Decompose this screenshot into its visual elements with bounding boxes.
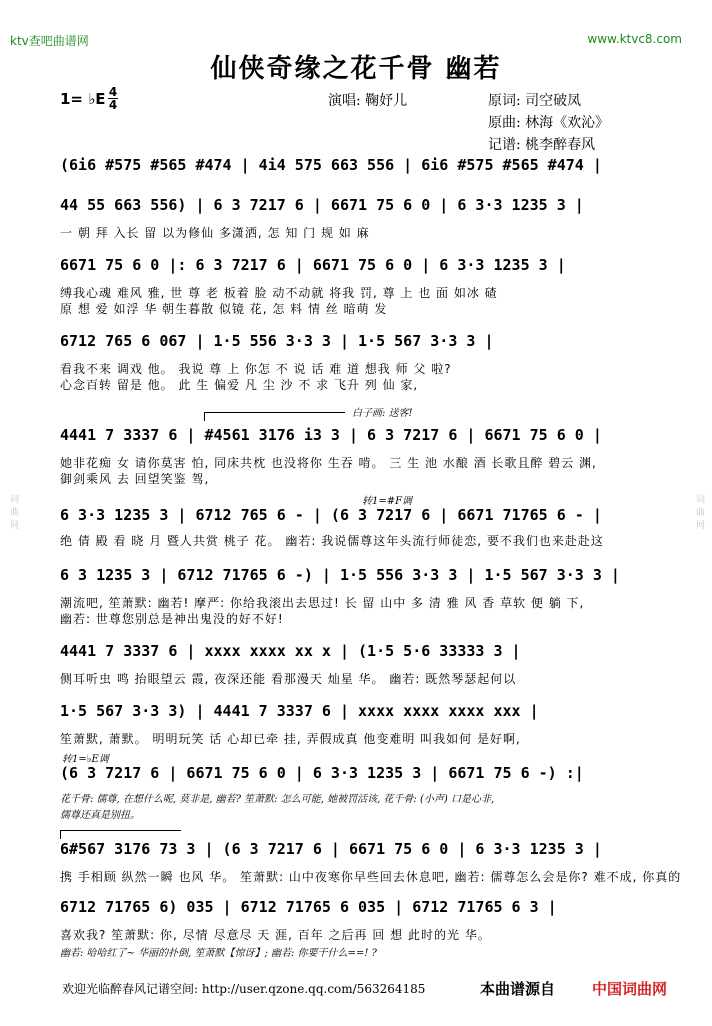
lyric-line-5b: 御剑乘风 去 回望笑鉴 驾,	[60, 472, 210, 486]
site-name-left: ktv查吧曲谱网	[10, 34, 89, 48]
lyric-line-10a: 花千骨: 儒尊, 在想什么呢, 莫非是, 幽若? 笙萧默: 怎么可能, 她被罚活该, 花千骨: (小声) 口是心非,	[60, 794, 495, 805]
key-signature: 1= ♭E	[60, 90, 106, 108]
meter-bottom: 4	[108, 98, 118, 112]
time-signature	[108, 86, 118, 111]
credit-notation: 记谱: 桃李醉春风	[488, 137, 596, 153]
lyric-line-5a: 她非花痴 女 请你莫害 怕, 同床共枕 也没将你 生吞 啃。 三 生 池 水酿 酒 长歌且醉 碧云 渊,	[60, 456, 597, 470]
score-line-11: 6#567 3176 73 3 | (6 3 7217 6 | 6671 75 6 0 | 6 3·3 1235 3 |	[60, 840, 602, 858]
annotation-line-10: 转1=♭E调	[62, 754, 109, 765]
lyric-line-8a: 侧耳听虫 鸣 抬眼望云 霞, 夜深还能 看那漫天 灿星 华。 幽若: 既然琴瑟起何以	[60, 672, 517, 686]
meter-top: 4	[108, 85, 118, 99]
credit-singer: 演唱: 鞠妤儿	[328, 93, 408, 109]
footer-brand: 中国词曲网	[592, 980, 668, 998]
score-line-2: 44 55 663 556) | 6 3 7217 6 | 6671 75 6 0 | 6 3·3 1235 3 |	[60, 196, 584, 214]
score-line-6: 6 3·3 1235 3 | 6712 765 6 - | (6 3 7217 6 | 6671 71765 6 - |	[60, 506, 602, 524]
lyric-line-4b: 心念百转 留是 他。 此 生 偏爱 凡 尘 沙 不 求 飞升 列 仙 家,	[60, 378, 419, 392]
score-line-3: 6671 75 6 0 |: 6 3 7217 6 | 6671 75 6 0 | 6 3·3 1235 3 |	[60, 256, 566, 274]
lyric-line-6a: 绝 倩 殿 看 晓 月 暨人共赏 桃子 花。 幽若: 我说儒尊这年头流行师徒恋, 要不我们也来赴赴这	[60, 534, 604, 548]
volta-bracket-1	[204, 412, 345, 421]
lyric-line-3b: 原 想 爱 如浮 华 朝生暮散 似镜 花, 怎 料 情 丝 暗萌 发	[60, 302, 388, 316]
song-title: 仙侠奇缘之花千骨 幽若	[210, 54, 502, 84]
lyric-line-10b: 儒尊还真是别扭。	[60, 810, 140, 821]
score-line-1: (6i6 #575 #565 #474 | 4i4 575 663 556 | 6i6 #575 #565 #474 |	[60, 156, 602, 174]
credit-original-music: 原曲: 林海《欢沁》	[488, 115, 610, 131]
score-line-9: 1·5 567 3·3 3) | 4441 7 3337 6 | xxxx xxxx xxxx xxx |	[60, 702, 539, 720]
side-watermark-right: 词曲网	[694, 493, 704, 533]
annotation-line-6: 转1=#F调	[362, 496, 413, 507]
score-line-4: 6712 765 6 067 | 1·5 556 3·3 3 | 1·5 567 3·3 3 |	[60, 332, 494, 350]
site-url-right: www.ktvc8.com	[587, 32, 682, 46]
lyric-line-11a: 携 手相顾 纵然一瞬 也风 华。 笙萧默: 山中夜寒你早些回去休息吧, 幽若: 儒尊怎么会是你? 难不成, 你真的	[60, 870, 682, 884]
footer-credit: 欢迎光临醉春风记谱空间: http://user.qzone.qq.com/563264185	[62, 982, 426, 996]
annotation-line-5: 白子画: 送客!	[352, 408, 413, 419]
lyric-line-7a: 潮流吧, 笙萧默: 幽若! 摩严: 你给我滚出去思过! 长 留 山中 多 清 雅 风 香 草软 便 躺 下,	[60, 596, 585, 610]
score-line-10: (6 3 7217 6 | 6671 75 6 0 | 6 3·3 1235 3 | 6671 75 6 -) :|	[60, 764, 584, 782]
score-line-7: 6 3 1235 3 | 6712 71765 6 -) | 1·5 556 3·3 3 | 1·5 567 3·3 3 |	[60, 566, 620, 584]
score-line-12: 6712 71765 6) 035 | 6712 71765 6 035 | 6712 71765 6 3 |	[60, 898, 557, 916]
side-watermark-left: 词曲网	[8, 493, 18, 533]
score-line-5: 4441 7 3337 6 | #4561 3176 i3 3 | 6 3 7217 6 | 6671 75 6 0 |	[60, 426, 602, 444]
lyric-line-12a: 喜欢我? 笙萧默: 你, 尽情 尽意尽 天 涯, 百年 之后再 回 想 此时的光 华。	[60, 928, 491, 942]
lyric-line-12b: 幽若: 哈哈红了~ 华丽的扑倒, 笙萧默【惊讶】; 幽若: 你要干什么==! ?	[60, 948, 377, 959]
lyric-line-9a: 笙萧默, 萧默。 明明玩笑 话 心却已牵 挂, 弄假成真 他变难明 叫我如何 是好啊,	[60, 732, 521, 746]
lyric-line-7b: 幽若: 世尊您别总是神出鬼没的好不好!	[60, 612, 284, 626]
volta-bracket-2	[60, 830, 181, 839]
score-line-8: 4441 7 3337 6 | xxxx xxxx xx x | (1·5 5·6 33333 3 |	[60, 642, 521, 660]
lyric-line-2a: 一 朝 拜 入长 留 以为修仙 多潇洒, 怎 知 门 规 如 麻	[60, 226, 370, 240]
credit-lyricist: 原词: 司空破凤	[488, 93, 582, 109]
footer-source-label: 本曲谱源自	[480, 980, 556, 998]
lyric-line-4a: 看我不来 调戏 他。 我说 尊 上 你怎 不 说 话 难 道 想我 师 父 啦?	[60, 362, 452, 376]
lyric-line-3a: 缚我心魂 难风 雅, 世 尊 老 板着 脸 动不动就 将我 罚, 尊 上 也 面 如冰 碴	[60, 286, 498, 300]
